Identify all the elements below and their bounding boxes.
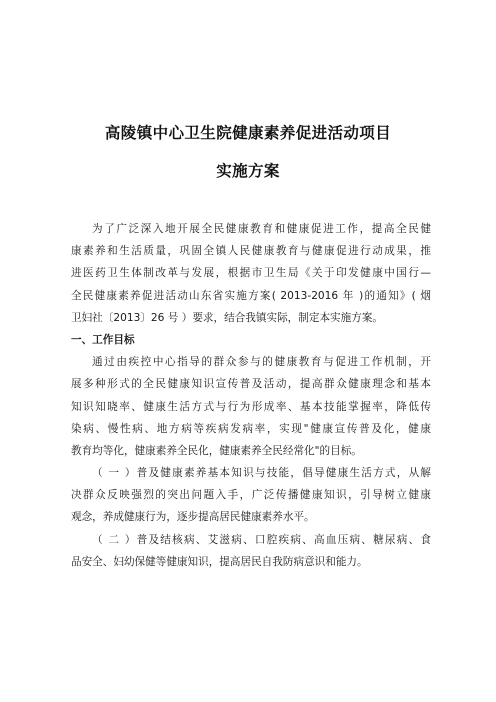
paragraph1-line: 卫妇社〔2013〕26 号 ）要求，结合我镇实际，制定本实施方案。 [71,311,384,324]
paragraph2-line: 教育均等化，健康素养全民化，健康素养全民经常化"的目标。 [71,444,362,457]
paragraph1-line: 全民健康素养促进活动山东省实施方案( 2013-2016 年 )的通知》( 烟 [71,289,431,302]
paragraph2-line: 展多种形式的全民健康知识宣传普及活动，提高群众健康理念和基本 [71,378,431,391]
paragraph2-line: 知识知晓率、健康生活方式与行为形成率、基本技能掌握率，降低传 [71,400,431,413]
paragraph4-line: （ 二 ）普及结核病、艾滋病、口腔疾病、高血压病、糖尿病、食 [92,533,431,546]
paragraph1-line: 康素养和生活质量，巩固全镇人民健康教育与健康促进行动成果，推 [71,245,431,258]
paragraph4-line: 品安全、妇幼保健等健康知识，提高居民自我防病意识和能力。 [71,555,368,568]
paragraph1-line: 进医药卫生体制改革与发展，根据市卫生局《关于印发健康中国行— [71,267,431,280]
paragraph1-line: 为了广泛深入地开展全民健康教育和健康促进工作，提高全民健 [92,223,431,235]
paragraph3-line: （ 一 ）普及健康素养基本知识与技能，倡导健康生活方式，从解 [92,467,431,480]
document-body [71,218,431,573]
paragraph3-line: 决群众反映强烈的突出问题入手，广泛传播健康知识，引导树立健康 [71,489,431,502]
document-title-line2: 实施方案 [216,162,280,180]
section1-heading: 一、工作目标 [71,333,135,346]
paragraph3-line: 观念，养成健康行为，逐步提高居民健康素养水平。 [71,511,315,524]
paragraph2-line: 通过由疾控中心指导的群众参与的健康教育与促进工作机制，开 [92,356,431,369]
document-title-line1: 高陵镇中心卫生院健康素养促进活动项目 [104,124,392,142]
paragraph2-line: 染病、慢性病、地方病等疾病发病率，实现"健康宣传普及化，健康 [71,422,431,435]
